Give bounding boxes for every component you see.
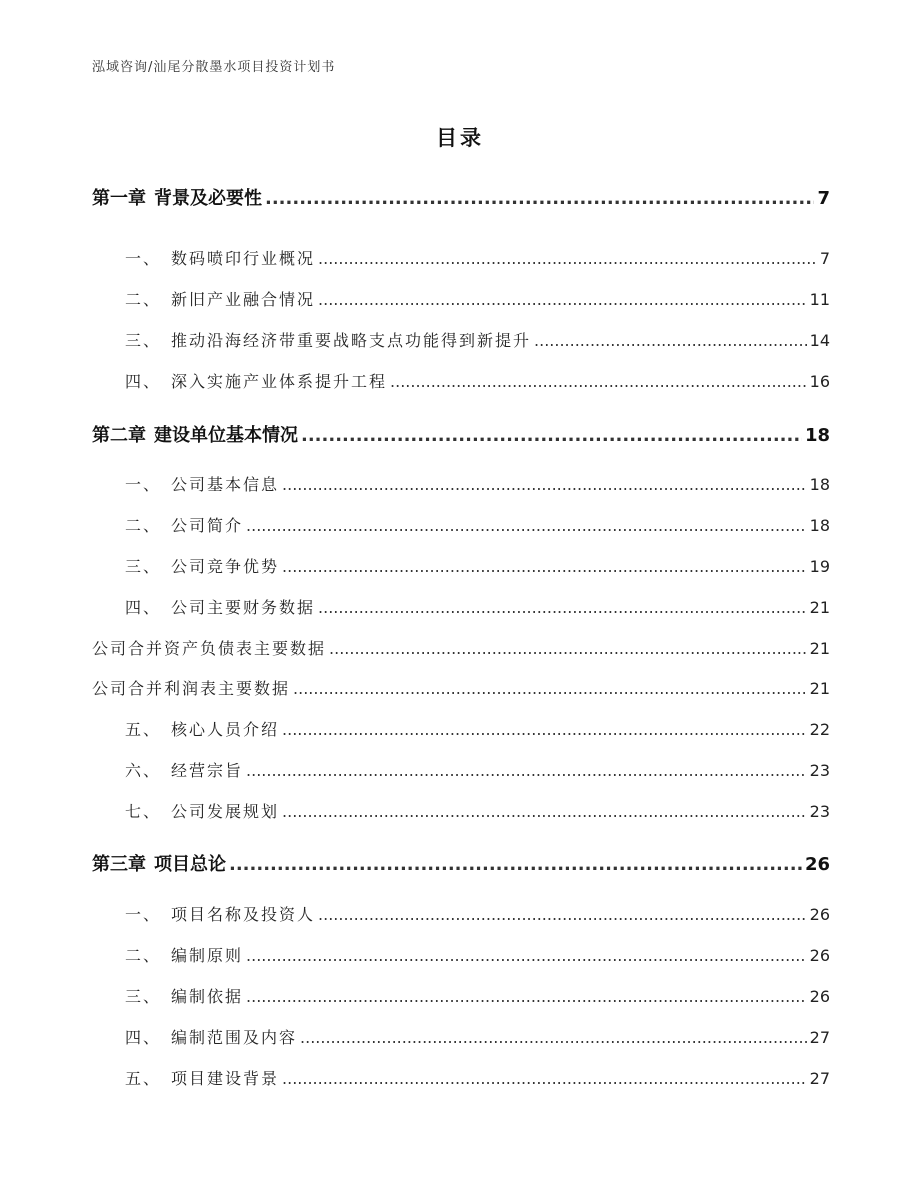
toc-entry-label [125, 799, 279, 822]
toc-entry-text: 编制原则 [171, 946, 244, 965]
toc-entry-number: 六、 [125, 761, 162, 780]
toc-entry-text: 编制依据 [171, 987, 244, 1006]
toc-entry-number: 三、 [125, 331, 162, 350]
toc-section-entry[interactable] [92, 717, 830, 740]
toc-chapter-entry[interactable] [92, 421, 830, 447]
toc-entry-text: 数码喷印行业概况 [171, 249, 316, 268]
toc-section-entry[interactable] [92, 1025, 830, 1048]
toc-entry-text: 公司合并利润表主要数据 [92, 679, 291, 698]
toc-page-number: 7 [819, 249, 830, 268]
toc-entry-number: 一、 [125, 905, 162, 924]
toc-entry-number: 第二章 [92, 425, 146, 446]
toc-entry-text: 公司竞争优势 [171, 557, 280, 576]
toc-section-entry[interactable] [92, 984, 830, 1007]
toc-section-entry[interactable] [92, 554, 830, 577]
toc-page-number: 21 [809, 598, 830, 617]
toc-dot-leader [293, 679, 807, 698]
toc-entry-number: 二、 [125, 290, 162, 309]
toc-section-entry[interactable] [92, 943, 830, 966]
toc-dot-leader [282, 802, 807, 821]
toc-dot-leader [246, 761, 807, 780]
toc-chapter-entry[interactable] [92, 850, 830, 876]
toc-dot-leader [282, 1069, 807, 1088]
toc-entry-label [125, 369, 387, 392]
toc-dot-leader [301, 425, 802, 446]
toc-entry-label [125, 513, 243, 536]
toc-page-number: 14 [809, 331, 830, 350]
toc-dot-leader [282, 475, 807, 494]
toc-page-number: 26 [809, 905, 830, 924]
toc-dot-leader [318, 598, 807, 617]
toc-entry-number: 四、 [125, 1028, 162, 1047]
toc-page-number: 27 [809, 1028, 830, 1047]
toc-entry-number: 七、 [125, 802, 162, 821]
toc-entry-text: 项目总论 [154, 854, 226, 875]
toc-entry-label [125, 554, 279, 577]
toc-section-entry[interactable] [92, 676, 830, 699]
toc-dot-leader [300, 1028, 807, 1047]
toc-section-entry[interactable] [92, 636, 830, 659]
toc-page-number: 21 [809, 639, 830, 658]
toc-entry-number: 五、 [125, 1069, 162, 1088]
toc-dot-leader [246, 987, 807, 1006]
toc-entry-number: 四、 [125, 598, 162, 617]
toc-section-entry[interactable] [92, 287, 830, 310]
toc-entry-label [92, 850, 226, 876]
toc-page-number: 18 [804, 425, 830, 446]
toc-entry-text: 经营宗旨 [171, 761, 244, 780]
toc-section-entry[interactable] [92, 328, 830, 351]
toc-page-number: 19 [809, 557, 830, 576]
toc-entry-number: 二、 [125, 946, 162, 965]
toc-section-entry[interactable] [92, 1066, 830, 1089]
toc-entry-text: 项目建设背景 [171, 1069, 280, 1088]
toc-entry-number: 一、 [125, 249, 162, 268]
toc-page-number: 26 [804, 854, 830, 875]
toc-dot-leader [534, 331, 807, 350]
toc-dot-leader [329, 639, 807, 658]
toc-entry-number: 三、 [125, 557, 162, 576]
toc-section-entry[interactable] [92, 799, 830, 822]
toc-page-number: 23 [809, 761, 830, 780]
toc-chapter-entry[interactable] [92, 184, 830, 210]
toc-entry-number: 一、 [125, 475, 162, 494]
toc-entry-text: 公司基本信息 [171, 475, 280, 494]
toc-entry-text: 新旧产业融合情况 [171, 290, 316, 309]
toc-page-number: 16 [809, 372, 830, 391]
toc-entry-text: 建设单位基本情况 [154, 425, 298, 446]
toc-page-number: 18 [809, 475, 830, 494]
toc-entry-text: 推动沿海经济带重要战略支点功能得到新提升 [171, 331, 532, 350]
toc-entry-text: 公司简介 [171, 516, 244, 535]
toc-page-number: 21 [809, 679, 830, 698]
toc-entry-label [125, 758, 243, 781]
toc-entry-text: 背景及必要性 [154, 188, 262, 209]
toc-entry-label [125, 246, 315, 269]
toc-entry-text: 核心人员介绍 [171, 720, 280, 739]
toc-entry-label [125, 943, 243, 966]
toc-entry-label [125, 1025, 297, 1048]
toc-section-entry[interactable] [92, 246, 830, 269]
page-header: 泓域咨询/汕尾分散墨水项目投资计划书 [92, 60, 336, 75]
toc-entry-number: 第一章 [92, 188, 146, 209]
toc-entry-label [125, 717, 279, 740]
toc-entry-label [125, 984, 243, 1007]
toc-title: 目录 [436, 126, 484, 150]
toc-page-number: 22 [809, 720, 830, 739]
toc-dot-leader [282, 720, 807, 739]
toc-entry-text: 编制范围及内容 [171, 1028, 298, 1047]
toc-entry-number: 五、 [125, 720, 162, 739]
toc-section-entry[interactable] [92, 902, 830, 925]
toc-entry-label [125, 328, 531, 351]
toc-entry-text: 公司主要财务数据 [171, 598, 316, 617]
toc-section-entry[interactable] [92, 472, 830, 495]
toc-dot-leader [390, 372, 807, 391]
toc-entry-number: 第三章 [92, 854, 146, 875]
toc-entry-label [125, 287, 315, 310]
toc-page-number: 26 [809, 987, 830, 1006]
toc-entry-label [125, 472, 279, 495]
toc-entry-label [92, 421, 298, 447]
toc-dot-leader [282, 557, 807, 576]
toc-entry-label [125, 1066, 279, 1089]
toc-page-number: 23 [809, 802, 830, 821]
toc-page-number: 11 [809, 290, 830, 309]
toc-page-number: 7 [817, 188, 830, 209]
toc-dot-leader [318, 905, 807, 924]
toc-dot-leader [246, 946, 807, 965]
toc-section-entry[interactable] [92, 595, 830, 618]
toc-dot-leader [318, 290, 807, 309]
toc-dot-leader [265, 188, 814, 209]
toc-dot-leader [246, 516, 807, 535]
toc-section-entry[interactable] [92, 369, 830, 392]
toc-page-number: 18 [809, 516, 830, 535]
toc-entry-text: 项目名称及投资人 [171, 905, 316, 924]
toc-dot-leader [229, 854, 802, 875]
toc-page-number: 26 [809, 946, 830, 965]
toc-entry-label [92, 636, 326, 659]
toc-dot-leader [318, 249, 817, 268]
toc-entry-text: 公司合并资产负债表主要数据 [92, 639, 327, 658]
toc-entry-text: 深入实施产业体系提升工程 [171, 372, 388, 391]
toc-entry-number: 二、 [125, 516, 162, 535]
toc-section-entry[interactable] [92, 513, 830, 536]
toc-entry-number: 三、 [125, 987, 162, 1006]
toc-entry-label [125, 595, 315, 618]
toc-entry-number: 四、 [125, 372, 162, 391]
toc-page-number: 27 [809, 1069, 830, 1088]
toc-entry-label [92, 676, 290, 699]
toc-entry-label [92, 184, 262, 210]
toc-entry-label [125, 902, 315, 925]
toc-entry-text: 公司发展规划 [171, 802, 280, 821]
toc-section-entry[interactable] [92, 758, 830, 781]
